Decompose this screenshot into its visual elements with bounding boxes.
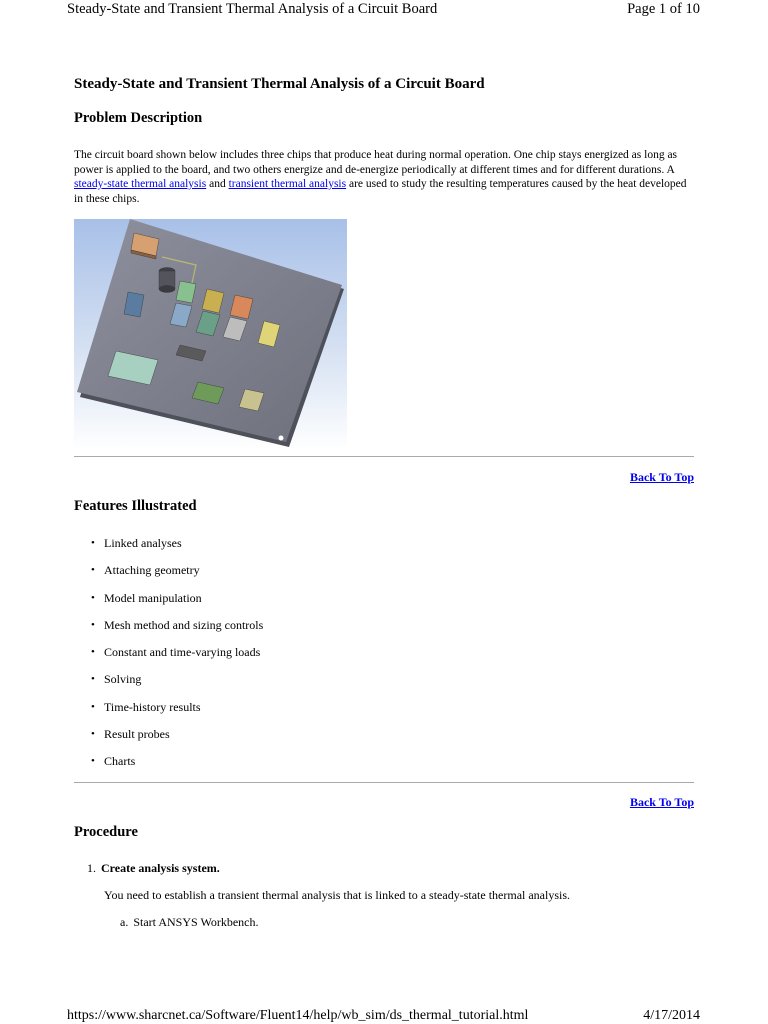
page-number: Page 1 of 10 — [627, 1, 700, 17]
list-item: • Mesh method and sizing controls — [91, 617, 263, 644]
footer-url: https://www.sharcnet.ca/Software/Fluent14/help/wb_sim/ds_thermal_tutorial.html — [67, 1008, 529, 1023]
problem-description-text — [74, 148, 690, 206]
transient-link[interactable]: transient thermal analysis — [228, 178, 347, 190]
step-1a-label: Start ANSYS Workbench. — [133, 915, 259, 929]
desc-text-part2: are used to study the resulting temperatures caused by the heat developed in these chips. — [74, 178, 687, 205]
list-item: • Constant and time-varying loads — [91, 644, 263, 671]
separator-1 — [74, 456, 694, 457]
step-1-title — [87, 861, 220, 876]
procedure-heading: Procedure — [74, 824, 138, 840]
desc-text-and: and — [206, 178, 229, 190]
separator-2 — [74, 782, 694, 783]
list-item: • Time-history results — [91, 699, 263, 726]
desc-text-part1: The circuit board shown below includes three chips that produce heat during normal operation. One chip stays energized as long as power is applied to the board, and two others energize and de-energize periodically at different times and for different durations. A — [74, 149, 678, 176]
step-1a — [120, 915, 258, 930]
step-1-text: You need to establish a transient thermal analysis that is linked to a steady-state thermal analysis. — [104, 888, 571, 902]
back-to-top-link-2[interactable]: Back To Top — [629, 795, 694, 809]
list-item: • Attaching geometry — [91, 562, 263, 589]
page-header-title: Steady-State and Transient Thermal Analysis of a Circuit Board — [67, 1, 438, 17]
step-1-label: Create analysis system. — [101, 861, 220, 875]
footer-date: 4/17/2014 — [643, 1008, 700, 1023]
list-item: • Result probes — [91, 726, 263, 753]
features-heading: Features Illustrated — [74, 498, 197, 514]
step-1a-number: a. — [120, 915, 129, 929]
document-title: Steady-State and Transient Thermal Analysis of a Circuit Board — [74, 76, 485, 92]
step-1-number: 1. — [87, 861, 96, 875]
list-item: • Model manipulation — [91, 590, 263, 617]
features-list — [91, 535, 263, 781]
steady-state-link[interactable]: steady-state thermal analysis — [74, 178, 207, 190]
list-item: • Solving — [91, 671, 263, 698]
circuit-board-image — [74, 219, 347, 450]
back-to-top-link-1[interactable]: Back To Top — [629, 470, 694, 484]
list-item: • Linked analyses — [91, 535, 263, 562]
list-item: • Charts — [91, 753, 263, 780]
problem-description-heading: Problem Description — [74, 110, 203, 126]
